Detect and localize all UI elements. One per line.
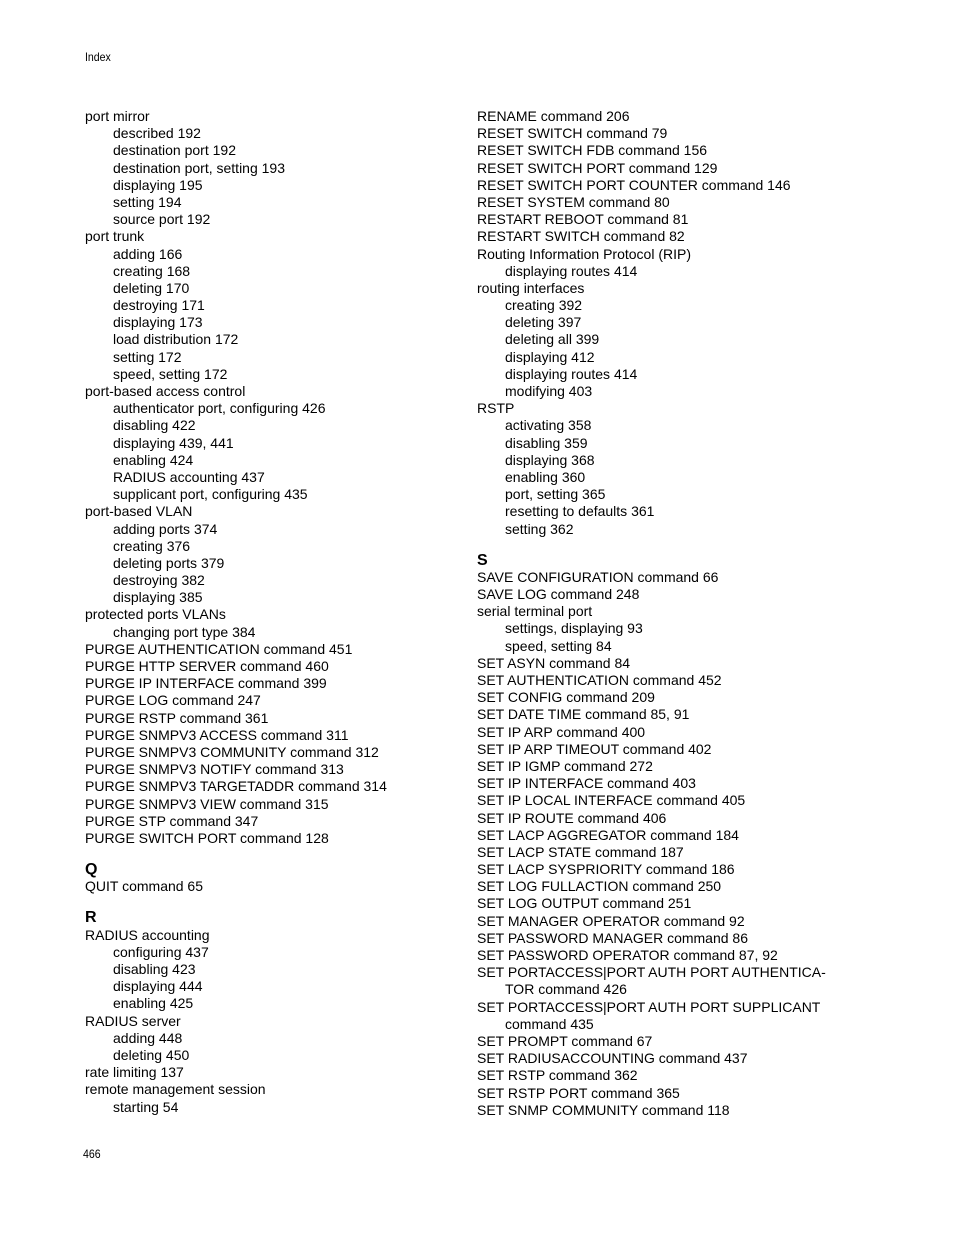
index-subentry: displaying routes 414 [505,365,638,382]
index-subentry: destination port 192 [113,142,236,159]
index-column-left [85,108,455,1116]
index-subentry: changing port type 384 [113,623,256,640]
index-subentry: creating 168 [113,262,191,279]
index-entry: Routing Information Protocol (RIP) [477,245,691,262]
index-entry: PURGE SNMPV3 ACCESS command 311 [85,726,349,743]
index-subentry: configuring 437 [113,943,209,960]
index-entry: protected ports VLANs [85,606,226,623]
index-entry: SET LACP SYSPRIORITY command 186 [477,861,735,878]
index-subentry: disabling 359 [505,434,588,451]
index-entry: SET CONFIG command 209 [477,689,655,706]
index-entry: SET LACP STATE command 187 [477,843,684,860]
index-subentry: creating 376 [113,537,191,554]
index-subentry: deleting ports 379 [113,554,225,571]
index-subentry: enabling 424 [113,451,194,468]
index-entry: port-based access control [85,383,246,399]
index-entry: PURGE SNMPV3 NOTIFY command 313 [85,761,344,778]
index-entry: SAVE CONFIGURATION command 66 [477,568,719,585]
index-entry: PURGE SNMPV3 TARGETADDR command 314 [85,778,387,795]
index-subentry: disabling 423 [113,961,196,977]
index-entry: RESET SWITCH command 79 [477,125,668,142]
index-subentry: speed, setting 172 [113,365,228,382]
index-subentry: load distribution 172 [113,331,239,348]
index-entry: QUIT command 65 [85,878,204,895]
index-entry: SET IP INTERFACE command 403 [477,775,696,792]
index-subentry: deleting all 399 [505,331,600,348]
index-subentry: supplicant port, configuring 435 [113,486,308,503]
index-subentry: displaying 195 [113,176,203,193]
index-entry: SET IP IGMP command 272 [477,757,653,774]
index-subentry: creating 392 [505,297,583,314]
index-entry: RESET SWITCH FDB command 156 [477,142,708,159]
index-entry: SET SNMP COMMUNITY command 118 [477,1101,730,1118]
index-entry: SET PASSWORD OPERATOR command 87, 92 [477,947,778,963]
section-letter-r: R [85,909,97,927]
index-subentry: port, setting 365 [505,486,606,503]
index-entry: serial terminal port [477,603,593,620]
index-subentry: resetting to defaults 361 [505,503,655,520]
index-entry: routing interfaces [477,279,585,296]
index-subentry: adding 166 [113,245,183,262]
index-subentry: described 192 [113,125,201,142]
index-entry: RESET SYSTEM command 80 [477,193,670,210]
index-entry: RESET SWITCH PORT command 129 [477,159,718,176]
index-entry: SET IP ARP TIMEOUT command 402 [477,740,712,757]
index-subentry: enabling 360 [505,468,586,485]
index-entry: SET ASYN command 84 [477,654,631,671]
index-subentry: setting 194 [113,193,182,210]
index-entry: SET PROMPT command 67 [477,1032,653,1049]
index-subentry: activating 358 [505,417,592,434]
index-entry: port-based VLAN [85,503,193,520]
index-column-right [477,108,857,1119]
index-entry: SET PORTACCESS|PORT AUTH PORT SUPPLICANT [477,998,821,1015]
index-entry: RESET SWITCH PORT COUNTER command 146 [477,176,791,193]
page-number: 466 [83,1147,101,1161]
index-entry: SET LOG OUTPUT command 251 [477,895,692,912]
section-letter-q: Q [85,861,98,879]
running-header: Index [85,50,111,64]
index-subentry: adding 448 [113,1029,183,1046]
index-subentry: settings, displaying 93 [505,620,643,637]
index-subentry: enabling 425 [113,995,194,1012]
section-letter-s: S [477,551,488,569]
index-subentry: RADIUS accounting 437 [113,468,265,485]
index-subentry: disabling 422 [113,417,196,434]
index-subentry: authenticator port, configuring 426 [113,400,326,417]
index-subentry: displaying 444 [113,978,203,995]
index-subentry: destroying 171 [113,297,205,314]
index-entry-continuation: TOR command 426 [505,981,627,998]
index-subentry: displaying 439, 441 [113,434,234,451]
index-subentry: destroying 382 [113,572,205,589]
index-entry: SET RSTP PORT command 365 [477,1084,680,1101]
index-entry: SET DATE TIME command 85, 91 [477,706,690,723]
index-entry-continuation: command 435 [505,1015,594,1032]
index-subentry: setting 172 [113,348,182,365]
index-subentry: destination port, setting 193 [113,159,286,176]
index-entry: RENAME command 206 [477,108,630,124]
index-subentry: displaying 368 [505,451,595,468]
index-entry: SET LACP AGGREGATOR command 184 [477,826,739,843]
index-entry: SET PASSWORD MANAGER command 86 [477,929,748,946]
index-subentry: deleting 450 [113,1046,190,1063]
index-subentry: modifying 403 [505,383,593,399]
index-entry: PURGE SNMPV3 VIEW command 315 [85,795,329,812]
index-entry: SET RADIUSACCOUNTING command 437 [477,1050,748,1067]
index-subentry: speed, setting 84 [505,637,612,654]
index-entry: SET MANAGER OPERATOR command 92 [477,912,745,929]
index-entry: port mirror [85,108,150,124]
index-subentry: deleting 170 [113,279,190,296]
index-entry: SET PORTACCESS|PORT AUTH PORT AUTHENTICA- [477,964,826,981]
index-entry: SET RSTP command 362 [477,1067,638,1084]
index-entry: PURGE AUTHENTICATION command 451 [85,640,353,657]
index-entry: RADIUS accounting [85,926,210,943]
index-subentry: displaying routes 414 [505,262,638,279]
index-entry: PURGE IP INTERFACE command 399 [85,675,327,692]
index-entry: SET IP ROUTE command 406 [477,809,667,826]
index-entry: SET AUTHENTICATION command 452 [477,672,722,688]
index-entry: rate limiting 137 [85,1064,184,1081]
index-entry: RESTART REBOOT command 81 [477,211,689,228]
index-subentry: deleting 397 [505,314,582,331]
index-subentry: setting 362 [505,520,574,537]
index-entry: PURGE HTTP SERVER command 460 [85,658,329,674]
index-entry: PURGE STP command 347 [85,812,259,829]
index-subentry: source port 192 [113,211,211,228]
index-entry: RSTP [477,400,515,417]
index-entry: remote management session [85,1081,266,1098]
index-entry: SET IP ARP command 400 [477,723,646,740]
index-subentry: displaying 173 [113,314,203,331]
index-entry: SET LOG FULLACTION command 250 [477,878,722,895]
index-subentry: displaying 385 [113,589,203,606]
index-entry: RADIUS server [85,1012,181,1029]
index-entry: PURGE SNMPV3 COMMUNITY command 312 [85,743,379,760]
index-subentry: starting 54 [113,1098,179,1115]
index-entry: PURGE RSTP command 361 [85,709,269,726]
index-entry: SET IP LOCAL INTERFACE command 405 [477,792,746,809]
index-entry: RESTART SWITCH command 82 [477,228,685,245]
index-subentry: displaying 412 [505,348,595,365]
index-entry: PURGE SWITCH PORT command 128 [85,829,329,846]
index-entry: SAVE LOG command 248 [477,586,640,603]
index-entry: PURGE LOG command 247 [85,692,261,709]
index-entry: port trunk [85,228,145,245]
index-subentry: adding ports 374 [113,520,218,537]
